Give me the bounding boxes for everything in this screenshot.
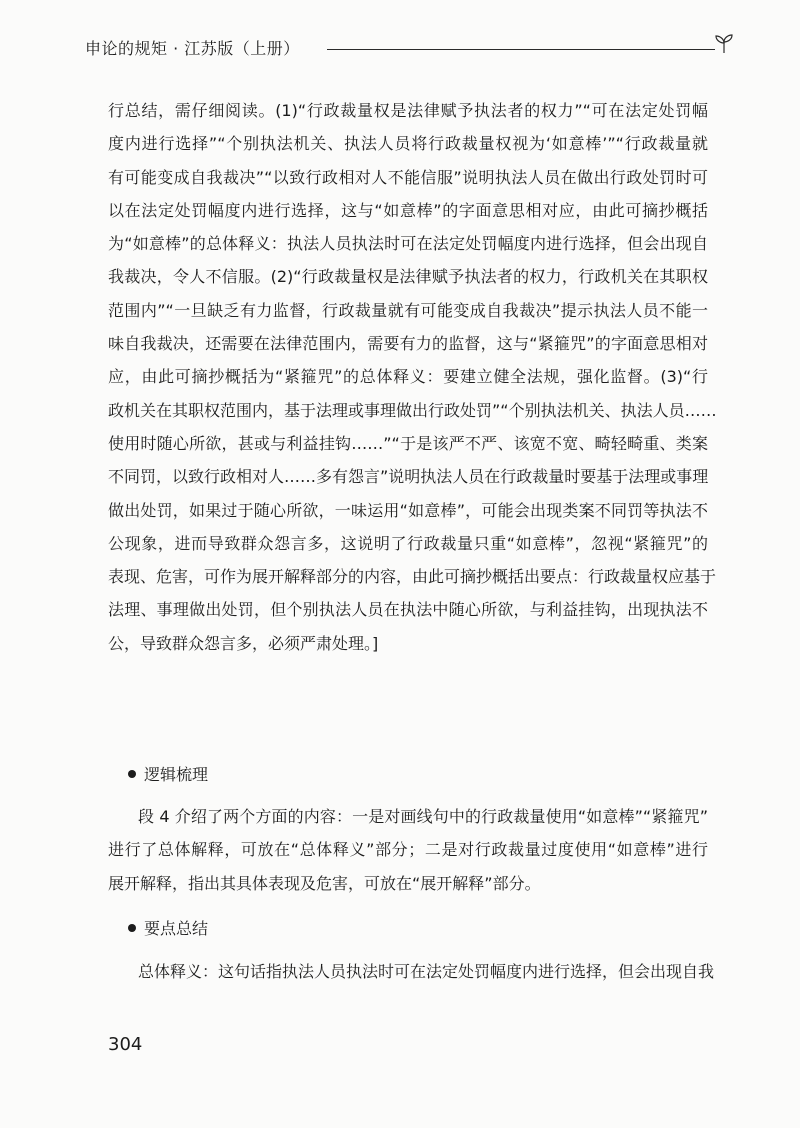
section-heading-summary xyxy=(128,912,208,945)
section-heading-text: 逻辑梳理 xyxy=(144,765,209,784)
paragraph-logic xyxy=(108,800,708,900)
text-line: 公，导致群众怨言多，必须严肃处理。] xyxy=(108,633,379,653)
section-heading-logic xyxy=(128,758,208,791)
text-line: 进行了总体解释，可放在“总体释义”部分；二是对行政裁量过度使用“如意棒”进行 xyxy=(108,840,708,860)
text-line: 政机关在其职权范围内，基于法理或事理做出行政处罚”“个别执法机关、执法人员…… xyxy=(108,400,717,420)
text-line: 不同罚，以致行政相对人……多有怨言”说明执法人员在行政裁量时要基于法理或事理 xyxy=(108,467,709,487)
text-line: 做出处罚，如果过于随心所欲，一味运用“如意棒”，可能会出现类案不同罚等执法不 xyxy=(108,500,708,520)
paragraph-analysis xyxy=(108,94,717,660)
sprout-icon xyxy=(713,32,735,54)
text-line: 范围内”“一旦缺乏有力监督，行政裁量就有可能变成自我裁决”提示执法人员不能一 xyxy=(108,300,708,320)
text-line: 表现、危害，可作为展开解释部分的内容，由此可摘抄概括出要点：行政裁量权应基于 xyxy=(108,567,717,587)
text-line: 公现象，进而导致群众怨言多，这说明了行政裁量只重“如意棒”，忽视“紧箍咒”的 xyxy=(108,533,708,553)
text-line: 我裁决，令人不信服。(2)“行政裁量权是法律赋予执法者的权力，行政机关在其职权 xyxy=(108,267,708,287)
text-line: 味自我裁决，还需要在法律范围内，需要有力的监督，这与“紧箍咒”的字面意思相对 xyxy=(108,334,708,354)
text-line: 行总结，需仔细阅读。(1)“行政裁量权是法律赋予执法者的权力”“可在法定处罚幅 xyxy=(108,101,708,120)
section-heading-text: 要点总结 xyxy=(144,919,209,938)
header-rule xyxy=(327,49,715,50)
text-line: 使用时随心所欲，甚或与利益挂钩……”“于是该严不严、该宽不宽、畸轻畸重、类案 xyxy=(108,433,708,453)
text-line: 以在法定处罚幅度内进行选择，这与“如意棒”的字面意思相对应，由此可摘抄概括 xyxy=(108,200,708,220)
running-header xyxy=(85,28,725,64)
bullet-icon xyxy=(128,770,136,778)
text-line: 有可能变成自我裁决”“以致行政相对人不能信服”说明执法人员在做出行政处罚时可 xyxy=(108,167,708,187)
bullet-icon xyxy=(128,924,136,932)
text-line: 段 4 介绍了两个方面的内容：一是对画线句中的行政裁量使用“如意棒”“紧箍咒” xyxy=(138,807,708,826)
book-title: 申论的规矩 · 江苏版（上册） xyxy=(85,39,300,58)
text-line: 法理、事理做出处罚，但个别执法人员在执法中随心所欲，与利益挂钩，出现执法不 xyxy=(108,600,708,620)
paragraph-summary xyxy=(108,955,715,988)
text-line: 度内进行选择”“个别执法机关、执法人员将行政裁量权视为‘如意棒’”“行政裁量就 xyxy=(108,134,708,154)
text-line: 为“如意棒”的总体释义：执法人员执法时可在法定处罚幅度内进行选择，但会出现自 xyxy=(108,234,708,254)
text-line: 展开解释，指出其具体表现及危害，可放在“展开解释”部分。 xyxy=(108,873,541,893)
text-line: 应，由此可摘抄概括为“紧箍咒”的总体释义：要建立健全法规，强化监督。(3)“行 xyxy=(108,367,708,387)
page-number: 304 xyxy=(108,1034,143,1055)
text-line: 总体释义：这句话指执法人员执法时可在法定处罚幅度内进行选择，但会出现自我 xyxy=(138,962,715,981)
